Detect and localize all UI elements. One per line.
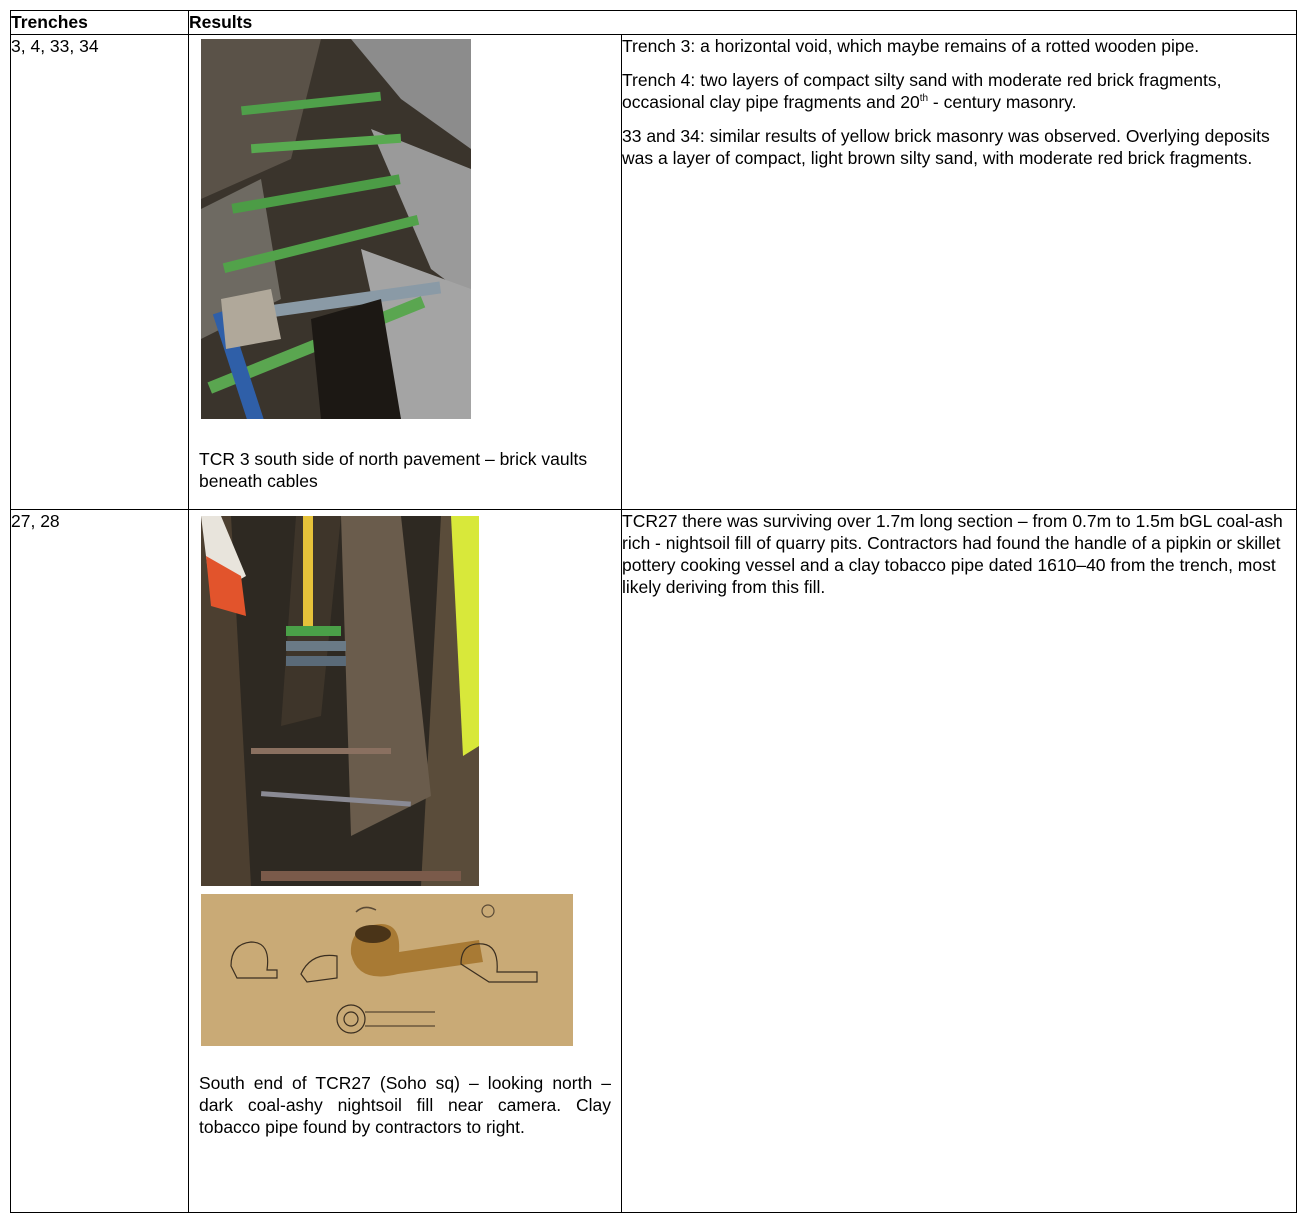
result-paragraph: Trench 3: a horizontal void, which maybe remains of a rotted wooden pipe.	[622, 36, 1200, 56]
trench-photo-tcr27	[201, 516, 479, 886]
photo-cell	[189, 35, 622, 510]
result-paragraph: TCR27 there was surviving over 1.7m long section – from 0.7m to 1.5m bGL coal-ash rich - nightsoil fill of quarry pits. Contractors had found the handle of a pipkin or skillet pottery cooking vessel and a clay tobacco pipe dated 1610–40 from the trench, most likely deriving from this fill.	[622, 511, 1283, 597]
trench-numbers: 27, 28	[11, 510, 189, 1213]
photo-caption: TCR 3 south side of north pavement – brick vaults beneath cables	[199, 449, 588, 491]
header-row	[11, 11, 1297, 35]
photo-cell	[189, 510, 622, 1213]
clay-pipe-photo	[201, 894, 573, 1046]
results-text	[622, 510, 1297, 1213]
results-table	[10, 10, 1297, 1213]
trench-photo-tcr3	[201, 39, 471, 419]
trench-numbers: 3, 4, 33, 34	[11, 35, 189, 510]
result-paragraph: 33 and 34: similar results of yellow brick masonry was observed. Overlying deposits was a layer of compact, light brown silty sand, with moderate red brick fragments.	[622, 126, 1270, 168]
result-paragraph: Trench 4: two layers of compact silty sand with moderate red brick fragments, occasional clay pipe fragments and 20th - century masonry.	[622, 70, 1222, 112]
table-row	[11, 35, 1297, 510]
results-text	[622, 35, 1297, 510]
header-results: Results	[189, 11, 1297, 35]
table-row	[11, 510, 1297, 1213]
photo-caption: South end of TCR27 (Soho sq) – looking north – dark coal-ashy nightsoil fill near camera. Clay tobacco pipe found by contractors to right.	[199, 1073, 611, 1137]
header-trenches: Trenches	[11, 11, 189, 35]
